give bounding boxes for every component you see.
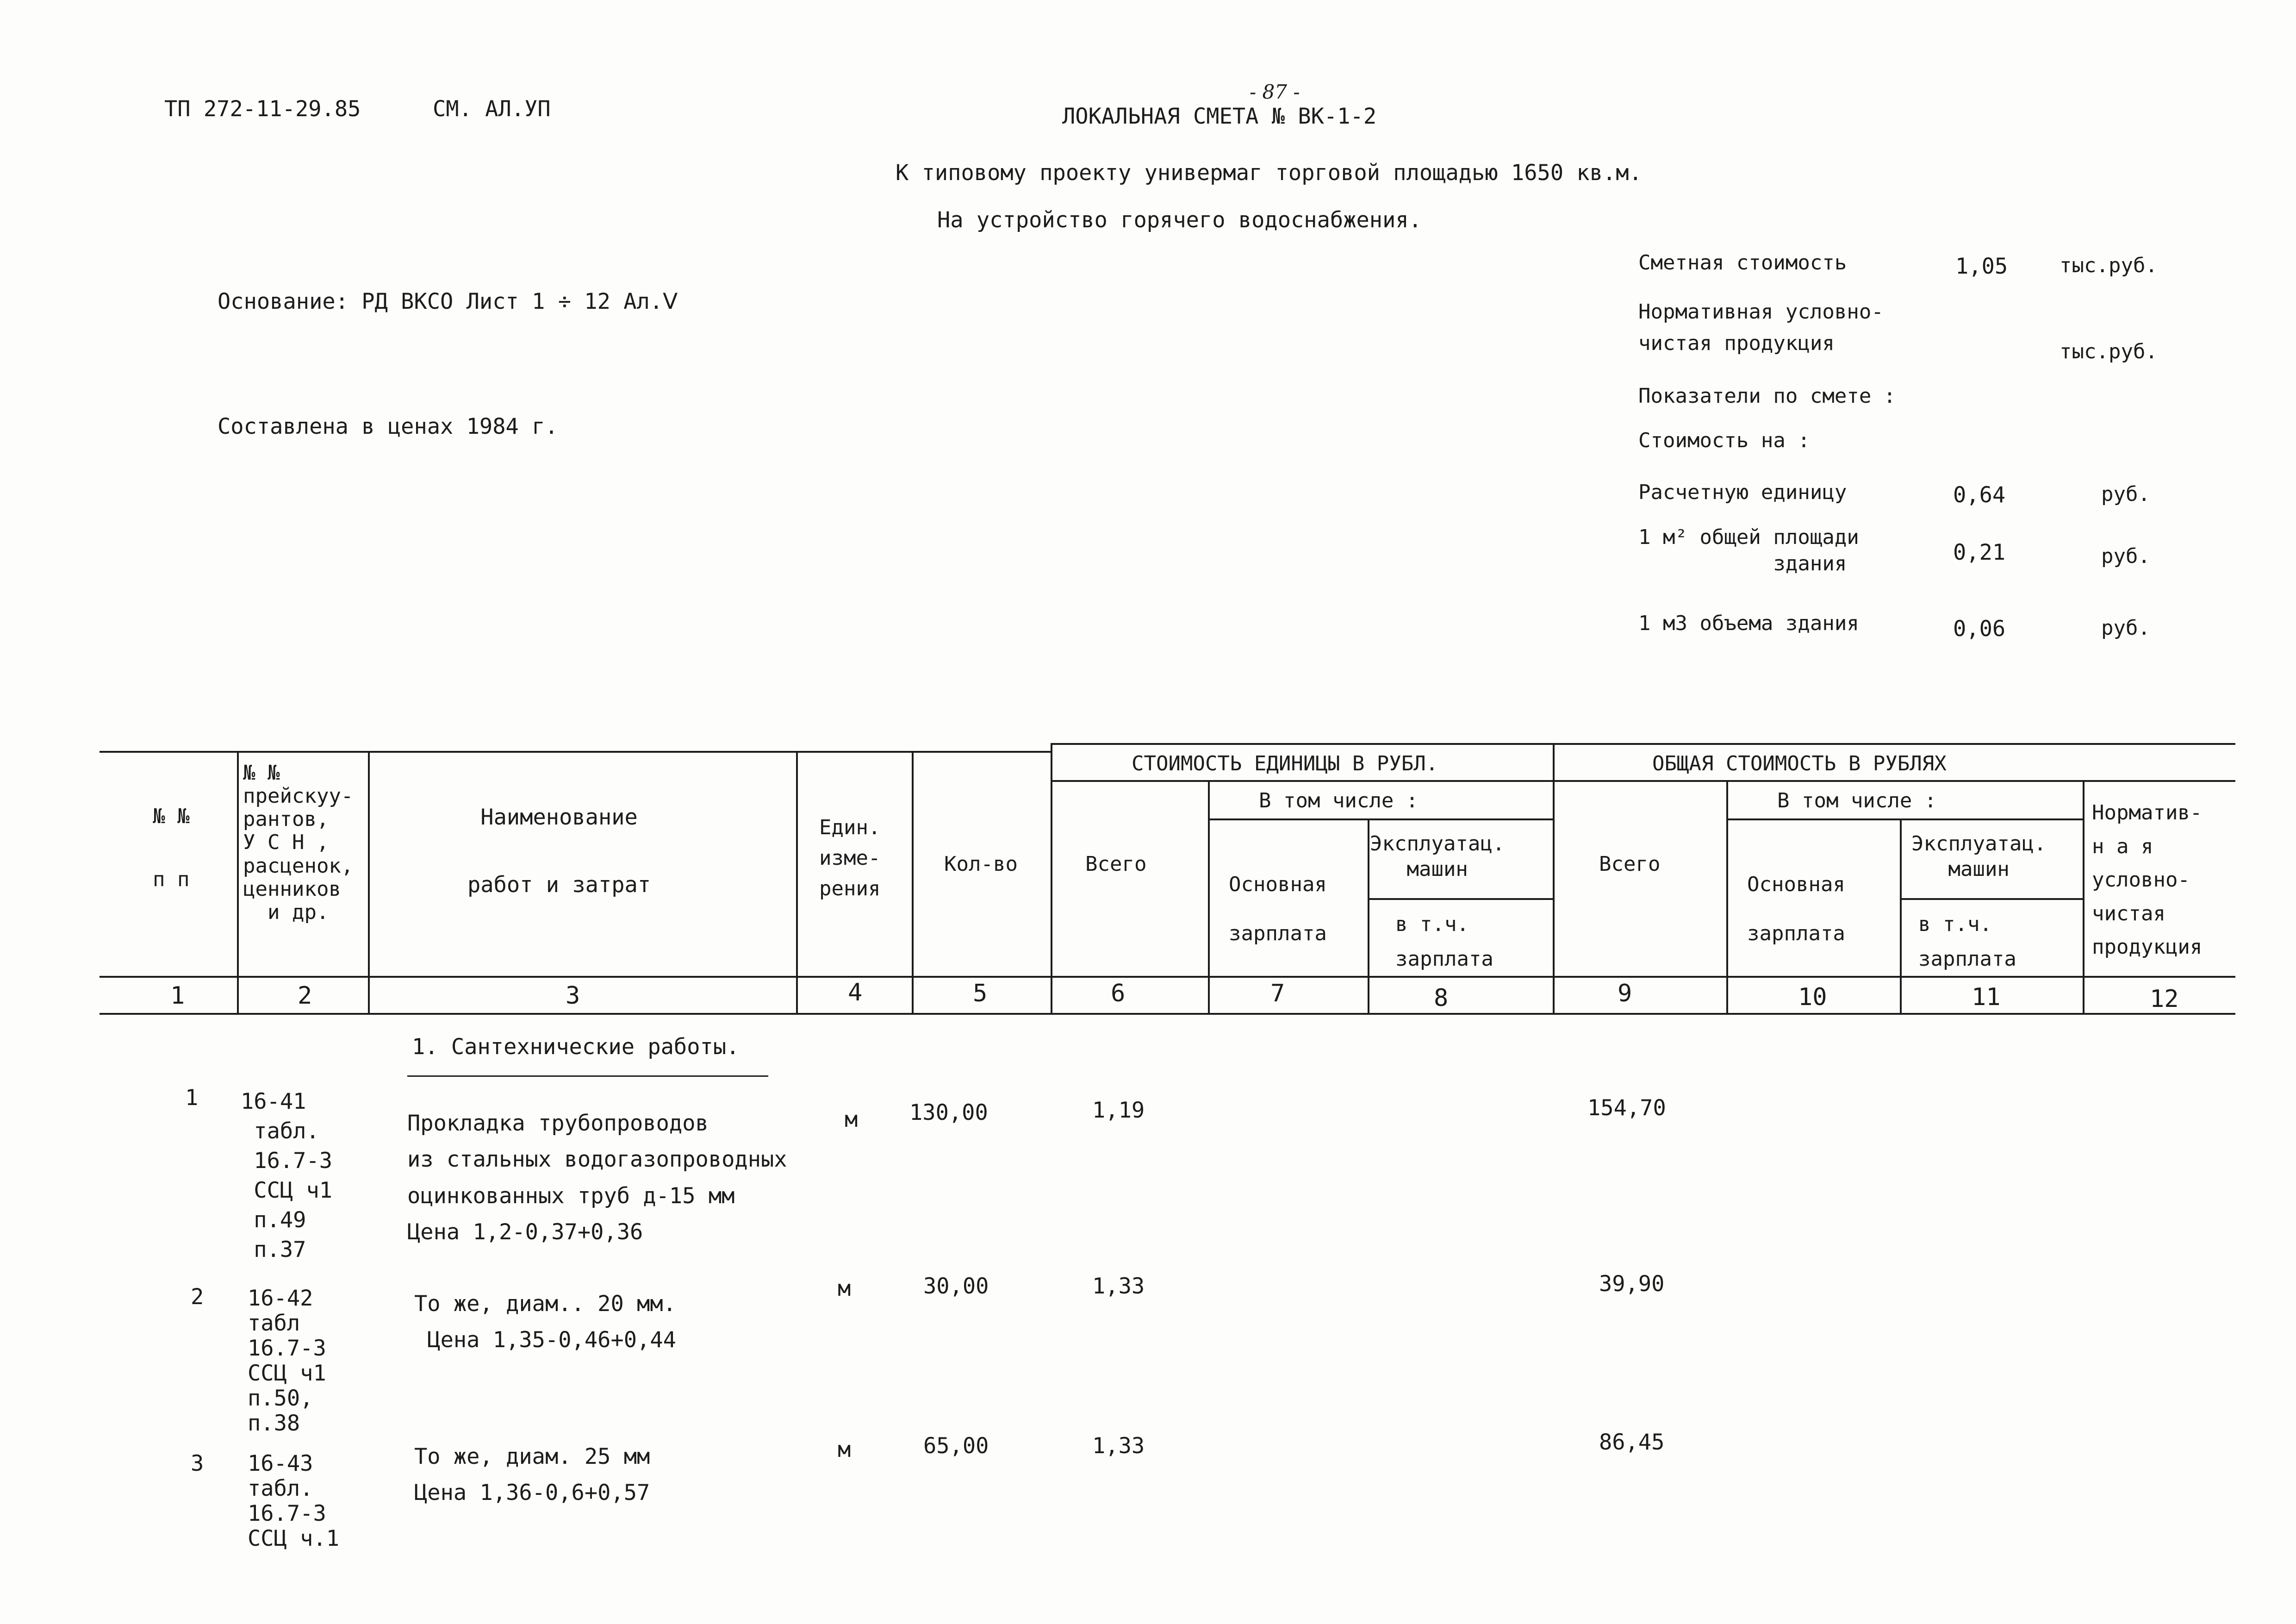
project-subtitle: К типовому проекту универмаг торговой площадью 1650 кв.м. [896,160,1642,186]
row-1-unit-price: 1,19 [1092,1098,1145,1123]
header-total-cost-machine-wage: в т.ч. зарплата [1918,912,2016,971]
section-title-underline [407,1075,768,1077]
per-unit-label: Расчетную единицу [1638,481,1847,504]
per-unit-value: 0,64 [1953,482,2006,508]
col-divider-3 [796,751,798,1013]
col-divider-4 [912,751,914,1013]
col-divider-5 [1051,743,1052,1013]
row-1-pricelist-code: 16-41 табл. 16.7-3 ССЦ ч1 п.49 п.37 [241,1089,333,1262]
col-divider-2 [368,751,370,1013]
row-1-work-name: Прокладка трубопроводов из стальных водогазопроводных оцинкованных труб д-15 мм Цена 1,2-0,37+0,36 [407,1111,787,1245]
col-divider-1 [237,751,239,1013]
header-total-cost-machines: Эксплуатац. машин [1911,832,2047,881]
column-number-10: 10 [1798,983,1827,1011]
basis-line: Основание: РД ВКСО Лист 1 ÷ 12 Ал.Ⅴ [218,289,678,314]
header-unit-cost-including: В том числе : [1259,789,1419,812]
column-number-5: 5 [973,980,988,1007]
row-3-quantity: 65,00 [923,1433,989,1459]
document-reference: СМ. АЛ.УП [433,96,551,122]
cost-per-label: Стоимость на : [1638,429,1810,452]
header-total-cost-including: В том числе : [1777,789,1937,812]
header-sub-rule-2 [1208,818,1553,820]
header-sub-rule-3 [1726,818,2083,820]
row-3-unit-price: 1,33 [1092,1433,1145,1459]
column-number-6: 6 [1111,980,1126,1007]
net-output-label: Нормативная условно- чистая продукция [1638,300,1884,356]
row-2-unit-price: 1,33 [1092,1274,1145,1299]
column-number-4: 4 [848,979,863,1006]
row-3-work-name: То же, диам. 25 мм Цена 1,36-0,6+0,57 [414,1444,650,1506]
row-2-quantity: 30,00 [923,1274,989,1299]
column-number-3: 3 [566,982,580,1010]
col-divider-10 [1900,818,1902,1013]
header-sub-rule-5 [1900,898,2083,900]
per-m2-label: 1 м² общей площади здания [1638,525,1859,576]
net-output-unit: тыс.руб. [2060,340,2158,363]
row-1-number: 1 [185,1085,199,1111]
header-unit-cost-total: Всего [1085,852,1147,876]
column-numbers-rule [100,1013,2235,1015]
col-divider-8 [1553,743,1555,1013]
row-1-total: 154,70 [1587,1095,1666,1121]
column-number-8: 8 [1434,984,1449,1012]
header-bottom-rule [100,976,2235,978]
per-m2-value: 0,21 [1953,540,2006,565]
header-total-cost: ОБЩАЯ СТОИМОСТЬ В РУБЛЯХ [1652,752,1947,775]
column-number-9: 9 [1618,980,1632,1007]
row-2-unit: м [838,1276,851,1301]
per-unit-unit: руб. [2101,482,2150,506]
header-sub-rule-1 [1051,780,2235,782]
indicators-label: Показатели по смете : [1638,384,1896,408]
column-number-7: 7 [1270,980,1285,1007]
per-m3-value: 0,06 [1953,616,2006,642]
table-left-top-rule [100,751,1051,753]
page-number: - 87 - [1250,81,1300,103]
row-3-pricelist-code: 16-43 табл. 16.7-3 ССЦ ч.1 [248,1451,340,1552]
header-total-cost-wage: Основная зарплата [1747,873,1845,945]
header-quantity: Кол-во [944,852,1018,876]
row-2-work-name: То же, диам.. 20 мм. Цена 1,35-0,46+0,44 [414,1291,676,1353]
column-number-1: 1 [170,982,185,1010]
work-subtitle: На устройство горячего водоснабжения. [937,207,1422,233]
col-divider-11 [2083,780,2084,1013]
prices-year-line: Составлена в ценах 1984 г. [218,414,558,439]
estimated-cost-unit: тыс.руб. [2060,254,2158,277]
estimated-cost-value: 1,05 [1955,254,2008,279]
column-number-11: 11 [1972,983,2001,1011]
col-divider-6 [1208,780,1210,1013]
estimated-cost-label: Сметная стоимость [1638,251,1847,275]
row-3-number: 3 [191,1451,204,1476]
col-divider-9 [1726,780,1728,1013]
header-unit-cost-wage: Основная зарплата [1229,873,1327,945]
table-top-rule [1051,743,2235,745]
header-pricelist: № № прейскуу- рантов, У С Н , расценок, ценников и др. [243,761,354,924]
header-work-name: Наименование работ и затрат [467,805,651,898]
estimate-title: ЛОКАЛЬНАЯ СМЕТА № ВК-1-2 [1062,104,1377,129]
per-m3-unit: руб. [2101,616,2150,640]
per-m3-label: 1 м3 объема здания [1638,612,1859,635]
header-total-cost-total: Всего [1599,852,1661,876]
header-unit-cost-machine-wage: в т.ч. зарплата [1395,912,1493,971]
header-unit-cost-machines: Эксплуатац. машин [1370,832,1505,881]
row-2-total: 39,90 [1599,1271,1665,1297]
header-unit: Един. изме- рения [819,816,881,900]
row-3-unit: м [838,1437,851,1462]
header-unit-cost: СТОИМОСТЬ ЕДИНИЦЫ В РУБЛ. [1132,752,1438,775]
per-m2-unit: руб. [2101,544,2150,568]
column-number-2: 2 [298,982,312,1010]
header-row-number: № № п п [153,805,190,892]
row-2-number: 2 [191,1284,204,1310]
row-1-quantity: 130,00 [909,1100,988,1125]
section-title: 1. Сантехнические работы. [412,1034,740,1060]
column-number-12: 12 [2150,985,2179,1013]
header-net-output: Норматив- н а я условно- чистая продукция [2092,801,2203,959]
row-1-unit: м [845,1107,858,1132]
header-sub-rule-4 [1368,898,1553,900]
row-3-total: 86,45 [1599,1430,1665,1455]
col-divider-7 [1368,818,1369,1013]
document-code: ТП 272-11-29.85 [164,96,361,122]
row-2-pricelist-code: 16-42 табл 16.7-3 ССЦ ч1 п.50, п.38 [248,1286,326,1437]
